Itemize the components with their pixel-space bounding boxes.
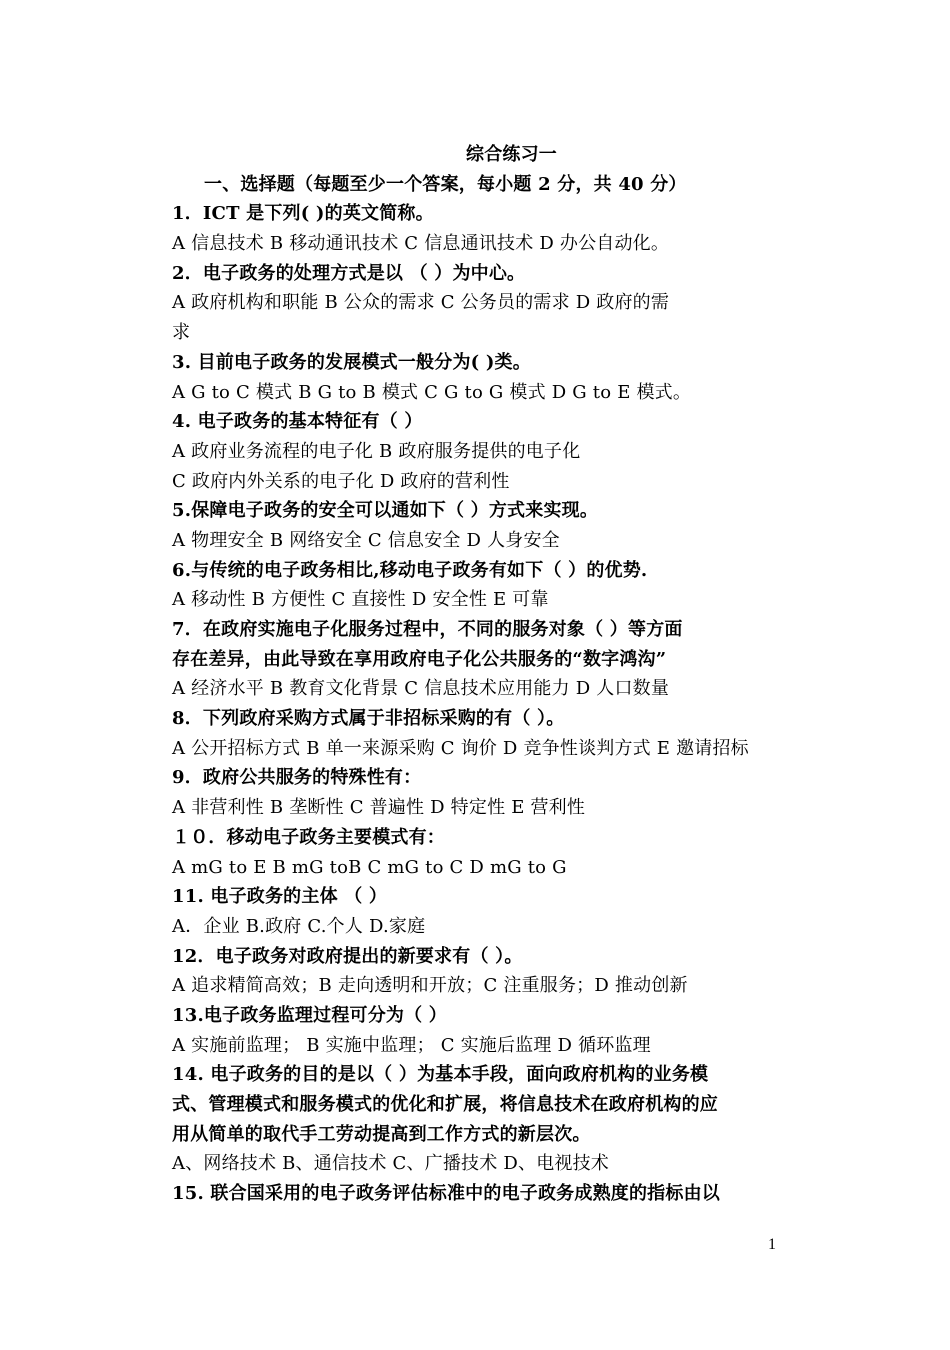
answer-line: A mG to E B mG toB C mG to C D mG to G (172, 856, 567, 878)
question-line: 6.与传统的电子政务相比,移动电子政务有如下（ ）的优势. (172, 559, 648, 581)
answer-line: A 公开招标方式 B 单一来源采购 C 询价 D 竞争性谈判方式 E 邀请招标 (172, 737, 749, 759)
answer-line: A 非营利性 B 垄断性 C 普遍性 D 特定性 E 营利性 (172, 797, 586, 819)
question-line: １０．移动电子政务主要模式有： (172, 826, 445, 848)
answer-line: A 经济水平 B 教育文化背景 C 信息技术应用能力 D 人口数量 (172, 678, 670, 700)
document-page (172, 140, 784, 1209)
answer-line: A 实施前监理； B 实施中监理； C 实施后监理 D 循环监理 (172, 1034, 651, 1056)
page-title: 综合练习一 (466, 144, 557, 165)
answer-line: A 物理安全 B 网络安全 C 信息安全 D 人身安全 (172, 529, 560, 551)
section-heading: 一、选择题（每题至少一个答案，每小题 2 分，共 40 分） (204, 173, 687, 195)
question-line: 12．电子政务对政府提出的新要求有（ ）。 (172, 945, 523, 967)
question-line: 14. 电子政务的目的是以（ ）为基本手段，面向政府机构的业务模 (172, 1064, 709, 1086)
question-line: 8．下列政府采购方式属于非招标采购的有（ ）。 (172, 708, 565, 730)
question-line: 7．在政府实施电子化服务过程中，不同的服务对象（ ）等方面 (172, 619, 683, 640)
question-line: 2．电子政务的处理方式是以 （ ）为中心。 (172, 262, 526, 284)
answer-line: A 追求精简高效；B 走向透明和开放；C 注重服务；D 推动创新 (172, 975, 688, 997)
question-line: 用从简单的取代手工劳动提高到工作方式的新层次。 (172, 1123, 591, 1145)
question-line: 5.保障电子政务的安全可以通如下（ ）方式来实现。 (172, 500, 599, 522)
answer-line: A 移动性 B 方便性 C 直接性 D 安全性 E 可靠 (172, 589, 549, 611)
question-line: 3. 目前电子政务的发展模式一般分为( )类。 (172, 351, 531, 373)
question-line: 存在差异，由此导致在享用政府电子化公共服务的“数字鸿沟” (172, 648, 667, 670)
question-line: 式、管理模式和服务模式的优化和扩展，将信息技术在政府机构的应 (172, 1094, 718, 1115)
question-list (172, 199, 784, 1208)
question-line: 13.电子政务监理过程可分为（ ） (172, 1004, 447, 1026)
answer-line: A．企业 B.政府 C.个人 D.家庭 (172, 915, 426, 937)
answer-line: A 政府机构和职能 B 公众的需求 C 公务员的需求 D 政府的需 (172, 292, 670, 314)
answer-line: A 政府业务流程的电子化 B 政府服务提供的电子化 (172, 440, 581, 462)
question-line: 15. 联合国采用的电子政务评估标准中的电子政务成熟度的指标由以 (172, 1183, 720, 1205)
question-line: 9．政府公共服务的特殊性有： (172, 767, 422, 789)
question-line: 11. 电子政务的主体 （ ） (172, 886, 388, 908)
answer-line: A G to C 模式 B G to B 模式 C G to G 模式 D G to E 模式。 (172, 381, 692, 403)
answer-line: A 信息技术 B 移动通讯技术 C 信息通讯技术 D 办公自动化。 (172, 233, 670, 255)
question-line: 4. 电子政务的基本特征有（ ） (172, 411, 423, 433)
page-number: 1 (768, 1236, 776, 1253)
answer-line: C 政府内外关系的电子化 D 政府的营利性 (172, 470, 510, 492)
answer-line: A、网络技术 B、通信技术 C、广播技术 D、电视技术 (172, 1153, 609, 1175)
question-line: 1．ICT 是下列( )的英文简称。 (172, 203, 434, 225)
answer-line: 求 (172, 322, 191, 344)
